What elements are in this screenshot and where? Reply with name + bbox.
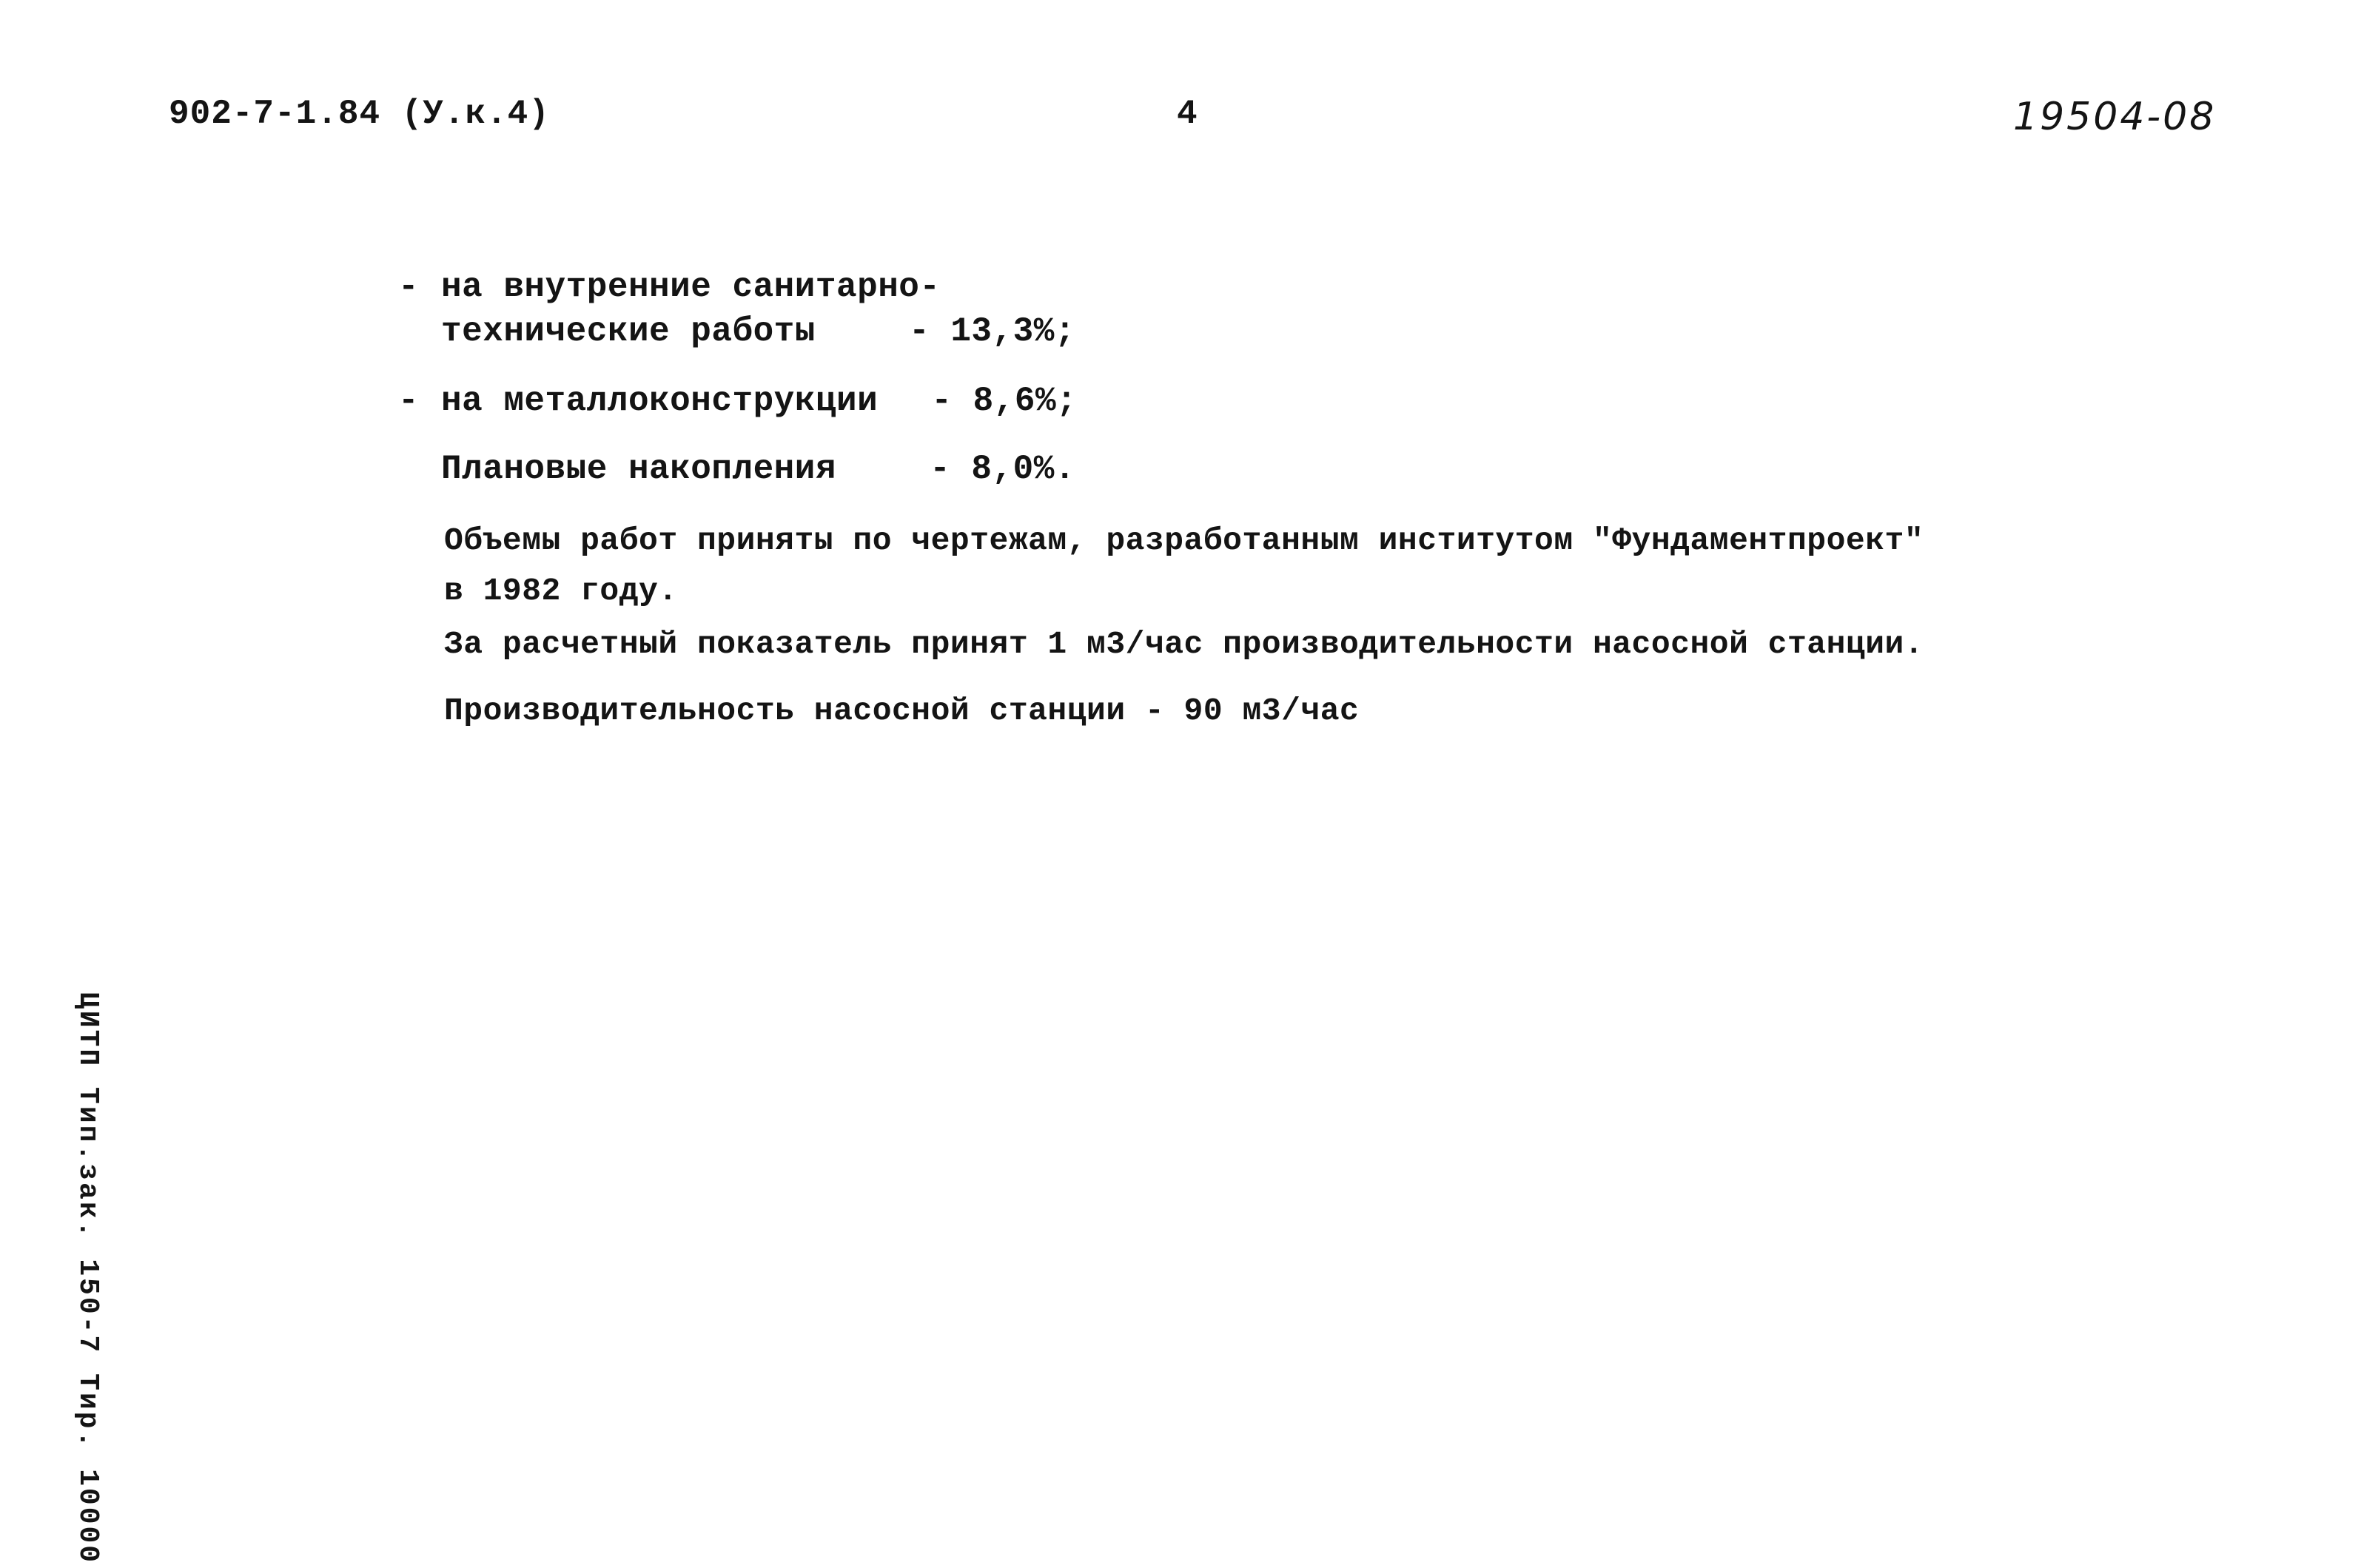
paragraph-1-line-2: в 1982 году. [444,573,678,609]
printer-imprint: ЦИТП Тип.зак. 150-7 Тир. 10000 [72,992,104,1565]
document-code: 902-7-1.84 (У.к.4) [169,95,550,133]
item1-line2-label: технические работы [441,312,816,351]
item1-dash: - [398,268,419,306]
savings-value: - 8,0%. [930,450,1075,488]
paragraph-3: Производительность насосной станции - 90 м3/час [444,693,1360,729]
item1-line2 [441,312,1075,351]
paragraph-1-line-1: Объемы работ приняты по чертежам, разработанным институтом "Фундаментпроект" [444,522,1924,559]
item2-value: - 8,6%; [931,382,1078,420]
handwritten-stamp-number: 19504-08 [2013,95,2217,139]
item2-label: на металлоконструкции [441,382,879,420]
paragraph-2: За расчетный показатель принят 1 м3/час производительности насосной станции. [444,626,1924,662]
page-number: 4 [1177,95,1198,133]
item1-line1: на внутренние санитарно- [441,268,941,306]
item2-dash: - [398,382,419,420]
item1-line2-value: - 13,3%; [909,312,1075,351]
savings-line [441,450,1075,488]
savings-label: Плановые накопления [441,450,836,488]
item2-line [441,382,1077,420]
